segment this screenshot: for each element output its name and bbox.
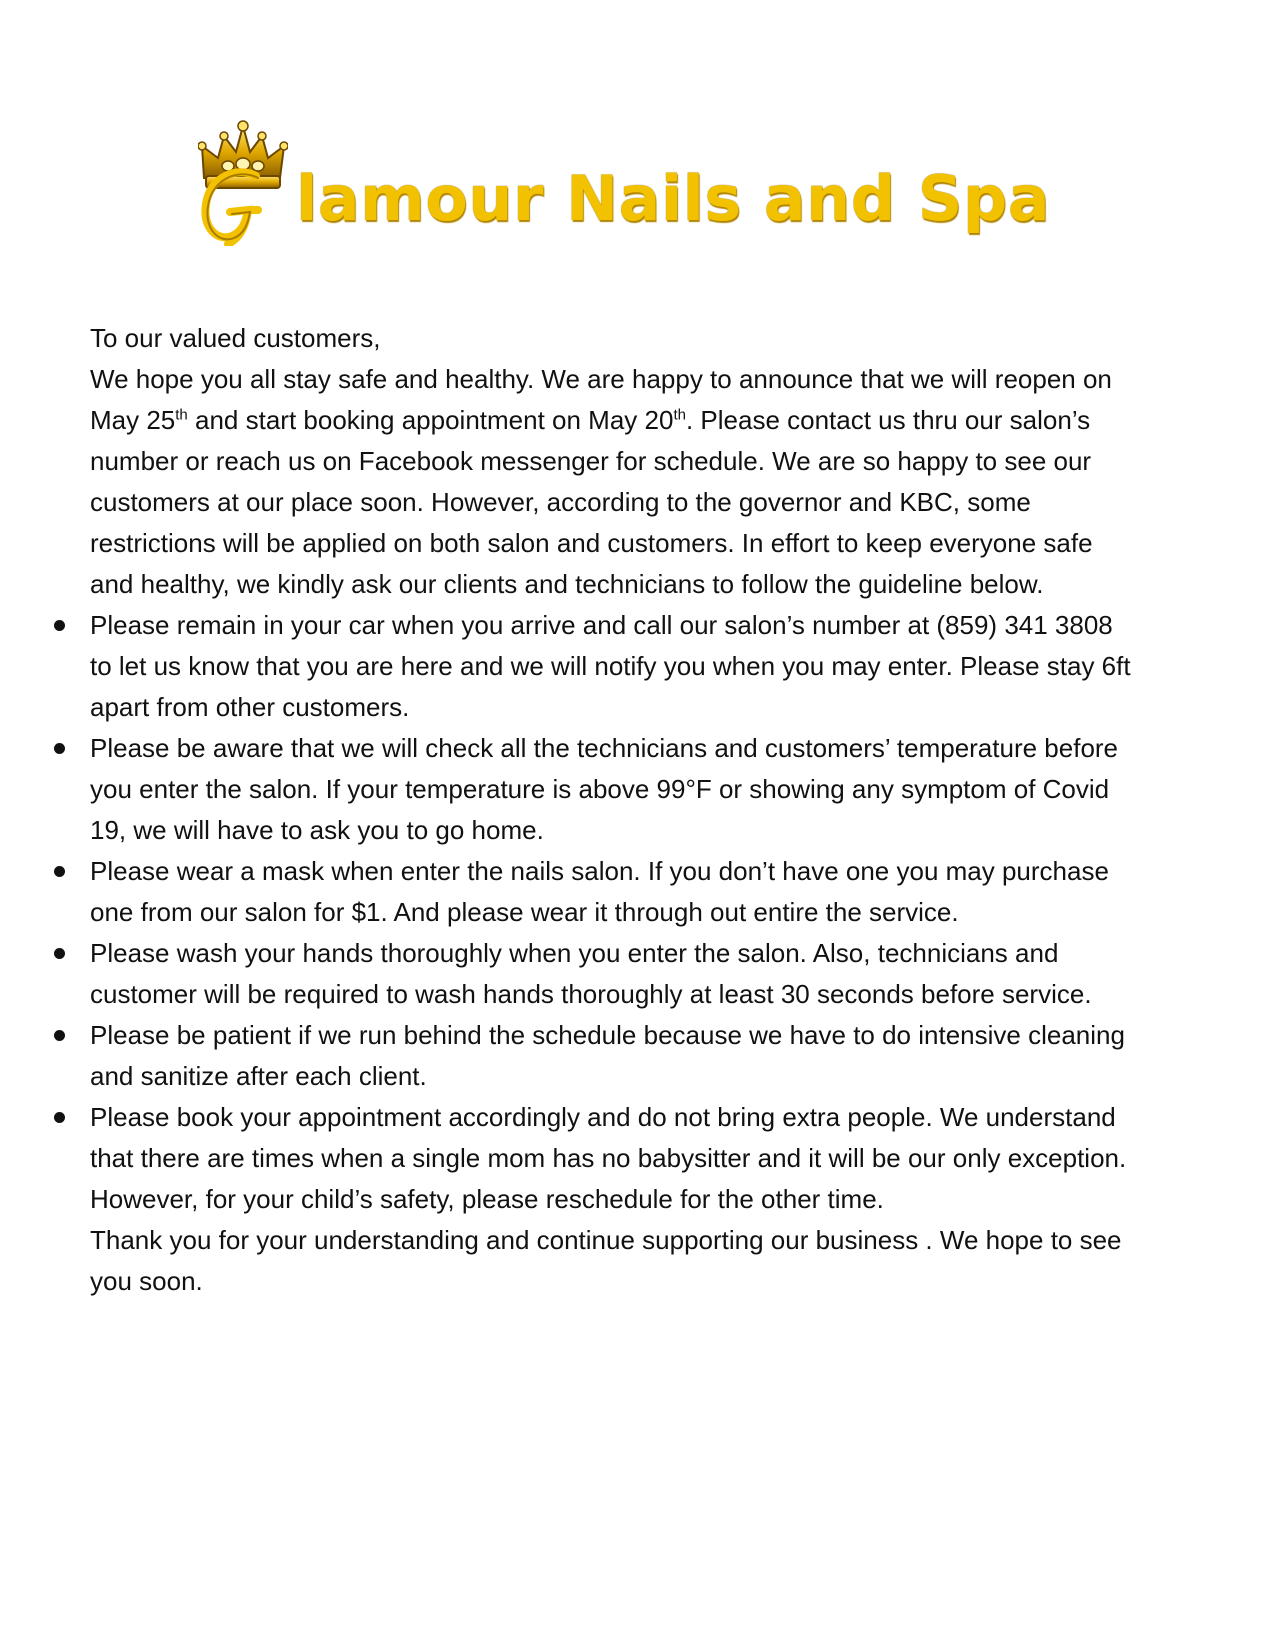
bullet-icon: [54, 1112, 65, 1123]
closing-paragraph: Thank you for your understanding and continue supporting our business . We hope to see you soon.: [90, 1225, 1122, 1296]
list-item: Please wash your hands thoroughly when you enter the salon. Also, technicians and customer will be required to wash hands thoroughly at least 30 seconds before service.: [90, 933, 1140, 1015]
list-item: Please remain in your car when you arrive and call our salon’s number at (859) 341 3808 to let us know that you are here and we will notify you when you may enter. Please stay 6ft apart from other customers.: [90, 605, 1140, 728]
salon-logo: [198, 118, 1051, 268]
bullet-icon: [54, 948, 65, 959]
bullet-icon: [54, 866, 65, 877]
list-item: Please be patient if we run behind the schedule because we have to do intensive cleaning and sanitize after each client.: [90, 1015, 1140, 1097]
list-item: Please book your appointment accordingly and do not bring extra people. We understand that there are times when a single mom has no babysitter and it will be our only exception. However, for your child’s safety, please reschedule for the other time.: [90, 1097, 1140, 1220]
guideline-list: [90, 605, 1140, 1220]
list-item: Please wear a mask when enter the nails salon. If you don’t have one you may purchase one from our salon for $1. And please wear it through out entire the service.: [90, 851, 1140, 933]
letter-body: [90, 318, 1140, 1302]
intro-paragraph: We hope you all stay safe and healthy. We are happy to announce that we will reopen on May 25th and start booking appointment on May 20th. Please contact us thru our salon’s number or reach us on Facebook messenger for schedule. We are so happy to see our customers at our place soon. However, according to the governor and KBC, some restrictions will be applied on both salon and customers. In effort to keep everyone safe and healthy, we kindly ask our clients and technicians to follow the guideline below.: [90, 364, 1112, 599]
svg-text:G: G: [198, 166, 199, 167]
salon-name-text: lamour Nails and Spa: [296, 162, 1051, 235]
bullet-icon: [54, 1030, 65, 1041]
greeting: To our valued customers,: [90, 323, 381, 353]
list-item: Please be aware that we will check all the technicians and customers’ temperature before you enter the salon. If your temperature is above 99°F or showing any symptom of Covid 19, we will have to ask you to go home.: [90, 728, 1140, 851]
bullet-icon: [54, 743, 65, 754]
bullet-icon: [54, 620, 65, 631]
salon-name: [256, 162, 1050, 235]
